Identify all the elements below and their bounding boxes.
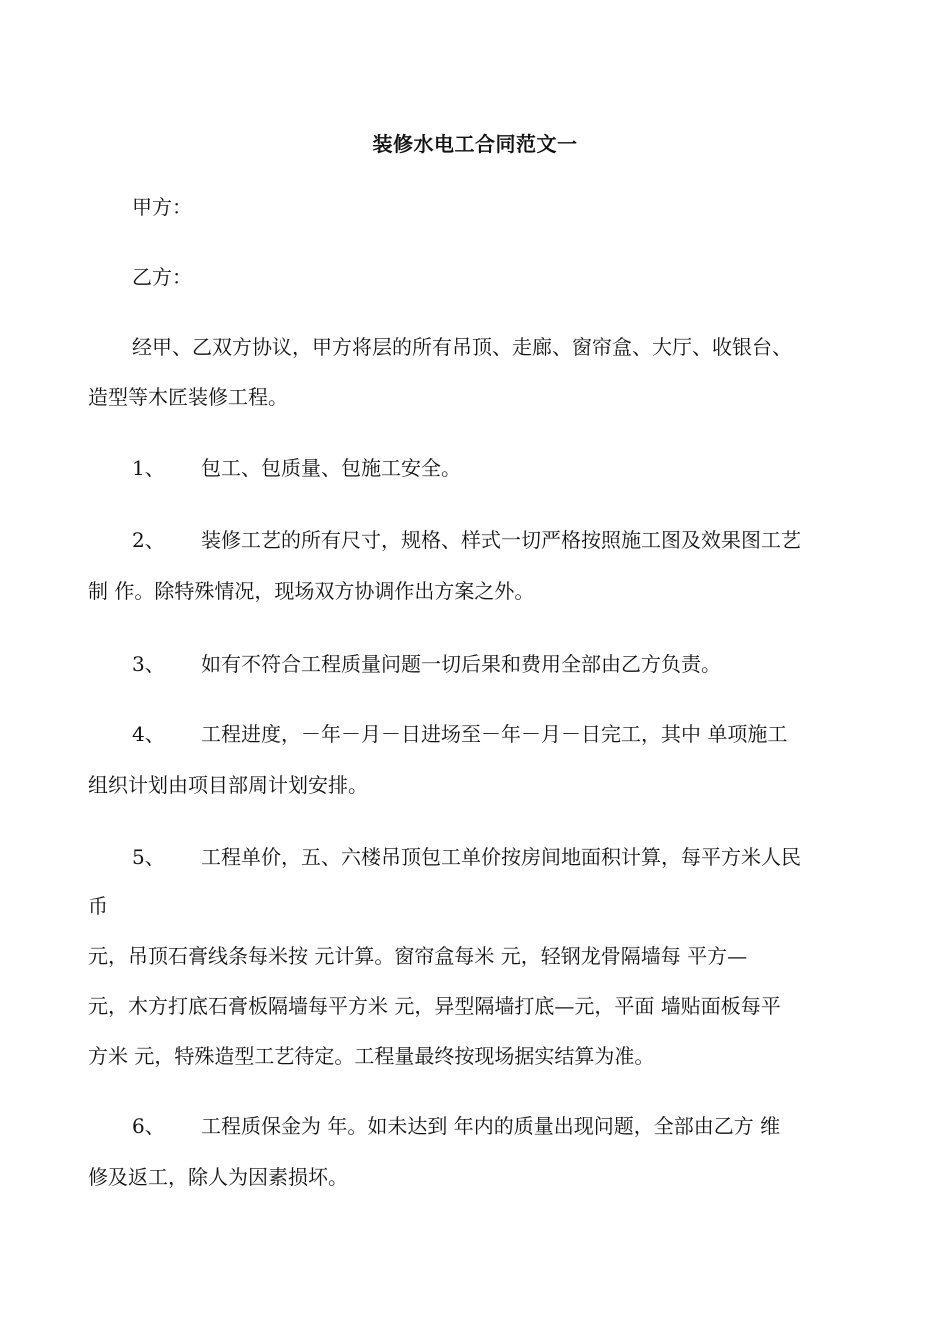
- item-continuation: 制 作。除特殊情况，现场双方协调作出方案之外。: [88, 579, 535, 603]
- item-continuation: 币: [88, 894, 108, 918]
- intro-line-1: 经甲、乙双方协议，甲方将层的所有吊顶、走廊、窗帘盒、大厅、收银台、: [132, 335, 792, 359]
- item-continuation: 组织计划由项目部周计划安排。: [88, 773, 368, 797]
- item-text: 工程单价，五、六楼吊顶包工单价按房间地面积计算，每平方米人民: [201, 845, 801, 869]
- item-text: 装修工艺的所有尺寸，规格、样式一切严格按照施工图及效果图工艺: [201, 528, 801, 552]
- item-number: 1、: [132, 456, 165, 480]
- item-text: 工程质保金为 年。如未达到 年内的质量出现问题，全部由乙方 维: [201, 1114, 781, 1138]
- item-continuation: 方米 元，特殊造型工艺待定。工程量最终按现场据实结算为准。: [88, 1044, 655, 1068]
- item-number: 3、: [132, 652, 165, 676]
- item-number: 6、: [132, 1114, 165, 1138]
- item-text: 如有不符合工程质量问题一切后果和费用全部由乙方负责。: [201, 652, 721, 676]
- item-continuation: 元，吊顶石膏线条每米按 元计算。窗帘盒每米 元，轻钢龙骨隔墙每 平方—: [88, 944, 748, 968]
- item-number: 2、: [132, 528, 165, 552]
- item-continuation: 修及返工，除人为因素损坏。: [88, 1165, 348, 1189]
- item-text: 包工、包质量、包施工安全。: [201, 456, 461, 480]
- item-number: 5、: [132, 845, 165, 869]
- party-b-label: 乙方：: [132, 265, 192, 289]
- item-continuation: 元，木方打底石膏板隔墙每平方米 元，异型隔墙打底—元，平面 墙贴面板每平: [88, 994, 781, 1018]
- item-text: 工程进度，－年－月－日进场至－年－月－日完工，其中 单项施工: [201, 722, 788, 746]
- party-a-label: 甲方：: [132, 195, 192, 219]
- item-number: 4、: [132, 722, 165, 746]
- intro-line-2: 造型等木匠装修工程。: [88, 385, 288, 409]
- document-title: 装修水电工合同范文一: [372, 132, 578, 156]
